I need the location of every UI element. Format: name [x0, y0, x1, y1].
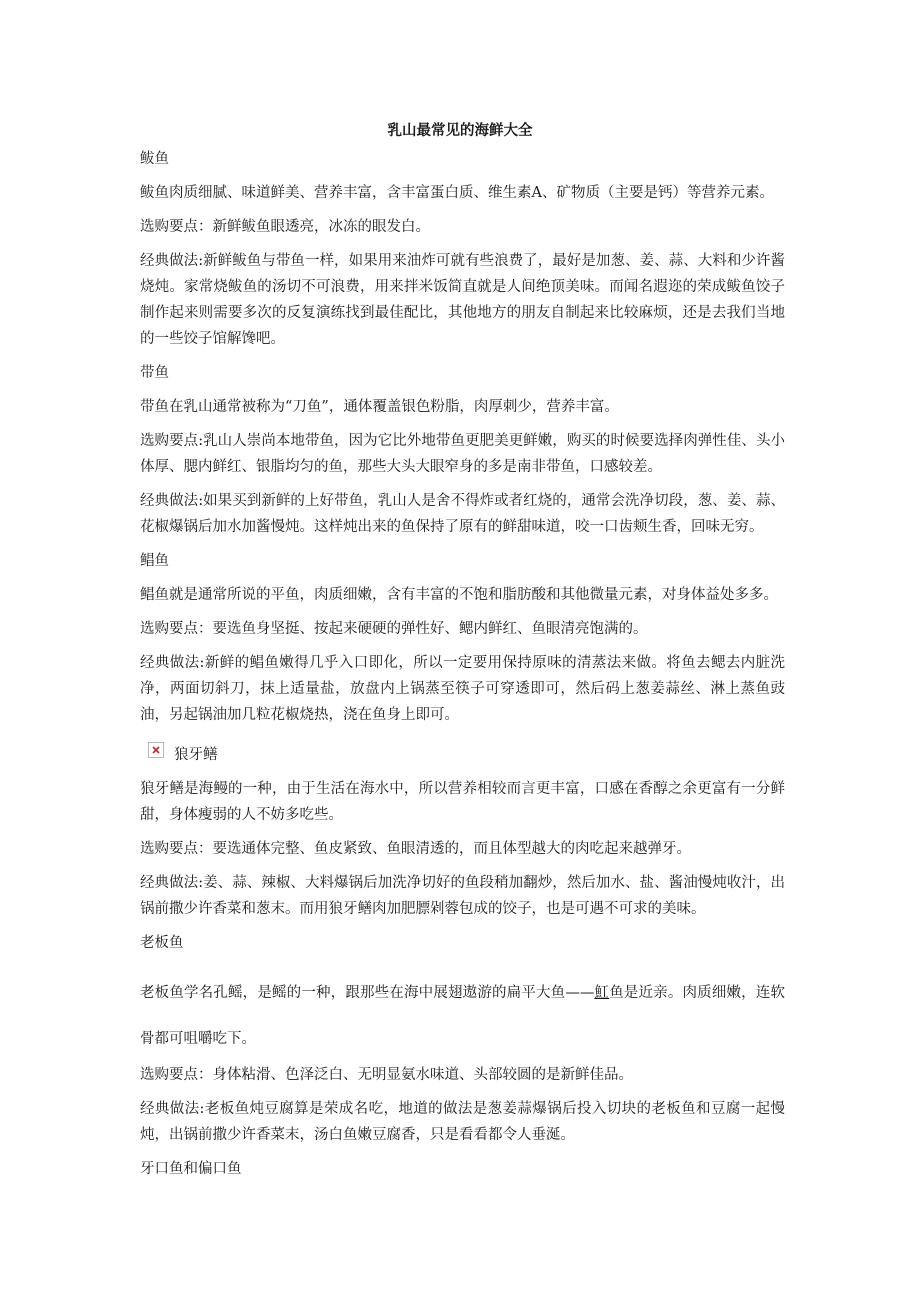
- section-intro: 带鱼在乳山通常被称为“刀鱼”，通体覆盖银色粉脂，肉厚刺少，营养丰富。: [140, 399, 619, 415]
- section-intro: 狼牙鳝是海鳗的一种，由于生活在海水中，所以营养相较而言更丰富，口感在香醇之余更富有一分鲜甜，身体瘦弱的人不妨多吃些。: [140, 781, 785, 823]
- underlined-char: 魟: [594, 985, 610, 1001]
- intro-text: 老板鱼学名孔鳐，是鳐的一种，跟那些在海中展翅遨游的扁平大鱼——: [140, 985, 595, 1001]
- section-tips: 选购要点：要选鱼身坚挺、按起来硬硬的弹性好、鳃内鲜红、鱼眼清亮饱满的。: [140, 621, 648, 637]
- section-heading-langyashan: 狼牙鳝: [174, 747, 218, 763]
- document-title: 乳山最常见的海鲜大全: [387, 123, 533, 139]
- section-cooking: 经典做法:新鲜鲅鱼与带鱼一样，如果用来油炸可就有些浪费了，最好是加葱、姜、蒜、大料和少许酱烧炖。家常烧鲅鱼的汤切不可浪费，用来拌米饭简直就是人间绝顶美味。而闻名遐迩的荣成鲅鱼饺子制作起来则需要多次的反复演练找到最佳配比，其他地方的朋友自制起来比较麻烦，还是去我们当地的一些饺子馆解馋吧。: [140, 253, 785, 347]
- section-heading-changyu: 鲳鱼: [140, 553, 169, 569]
- section-tips: 选购要点：要选通体完整、鱼皮紧致、鱼眼清透的，而且体型越大的肉吃起来越弹牙。: [140, 841, 691, 857]
- section-heading-yakouyu: 牙口鱼和偏口鱼: [140, 1161, 242, 1177]
- section-tips: 选购要点：新鲜鲅鱼眼透亮，冰冻的眼发白。: [140, 219, 430, 235]
- broken-image-icon: [148, 742, 164, 758]
- section-cooking: 经典做法:新鲜的鲳鱼嫩得几乎入口即化，所以一定要用保持原味的清蒸法来做。将鱼去鳃去内脏洗净，两面切斜刀，抹上适量盐，放盘内上锅蒸至筷子可穿透即可，然后码上葱姜蒜丝、淋上蒸鱼豉油，另起锅油加几粒花椒烧热，浇在鱼身上即可。: [140, 655, 785, 723]
- section-intro: [140, 970, 785, 1062]
- section-heading-row: [140, 738, 785, 768]
- section-heading-daiyu: 带鱼: [140, 365, 169, 381]
- section-intro: 鲳鱼就是通常所说的平鱼，肉质细嫩，含有丰富的不饱和脂肪酸和其他微量元素，对身体益处多多。: [140, 587, 778, 603]
- section-cooking: 经典做法:姜、蒜、辣椒、大料爆锅后加洗净切好的鱼段稍加翻炒，然后加水、盐、酱油慢炖收汁，出锅前撒少许香菜和葱末。而用狼牙鳝肉加肥膘剁蓉包成的饺子，也是可遇不可求的美味。: [140, 875, 785, 917]
- section-intro: 鲅鱼肉质细腻、味道鲜美、营养丰富，含丰富蛋白质、维生素A、矿物质（主要是钙）等营养元素。: [140, 185, 774, 201]
- intro-text: 鱼是近亲。肉质细嫩，连软骨都可咀嚼吃下。: [140, 985, 786, 1047]
- document-body: [140, 146, 785, 1182]
- section-heading-laobanyu: 老板鱼: [140, 935, 184, 951]
- section-cooking: 经典做法:老板鱼炖豆腐算是荣成名吃，地道的做法是葱姜蒜爆锅后投入切块的老板鱼和豆腐一起慢炖，出锅前撒少许香菜末，汤白鱼嫩豆腐香，只是看看都令人垂涎。: [140, 1101, 785, 1143]
- section-tips: 选购要点:乳山人崇尚本地带鱼，因为它比外地带鱼更肥美更鲜嫩，购买的时候要选择肉弹性佳、头小体厚、腮内鲜红、银脂均匀的鱼，那些大头大眼窄身的多是南非带鱼，口感较差。: [140, 433, 785, 475]
- section-heading-bayu: 鲅鱼: [140, 151, 169, 167]
- section-cooking: 经典做法:如果买到新鲜的上好带鱼，乳山人是舍不得炸或者红烧的，通常会洗净切段，葱、姜、蒜、花椒爆锅后加水加酱慢炖。这样炖出来的鱼保持了原有的鲜甜味道，咬一口齿颊生香，回味无穷。: [140, 493, 785, 535]
- section-tips: 选购要点：身体粘滑、色泽泛白、无明显氨水味道、头部较圆的是新鲜佳品。: [140, 1067, 633, 1083]
